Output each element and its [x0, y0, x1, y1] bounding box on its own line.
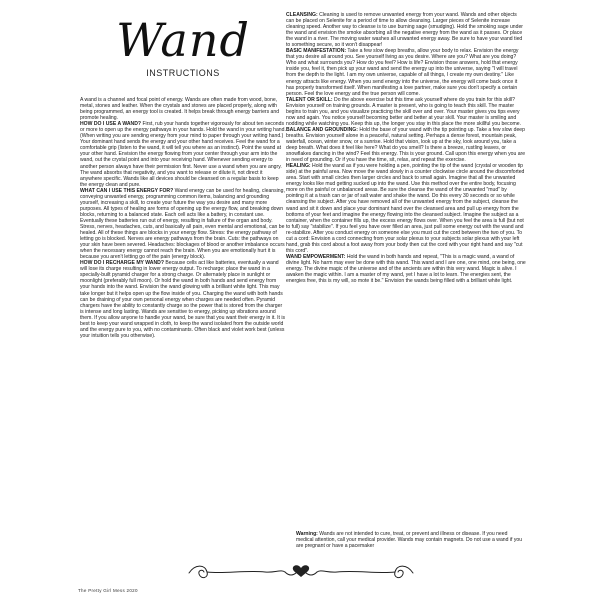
talent-section — [286, 97, 526, 127]
healing-heading: HEALING: — [286, 163, 311, 170]
recharge-text: Because cells act like batteries, eventually a wand will lose its charge resulting in lower energy output. To recharge: place the wand in a specially-built pyramid charger for a strong charge. Or alternately place in sunlight or moonlight (preferably full moon). Or hold the wand in both hands and send energy from your hands into the wand. Envision the wand glowing with a brilliant white light. This may take longer but it helps open up the flow inside of you. Charging the wand with both hands can be draining of your own personal energy when charges are needed often. Pyramid chargers have the ability to constantly charge so the power that is stored from the charger is intense and long lasting. Wands are sensitive to energy, picking up vibrations around them. If you allow anyone to handle your wand, be sure that you want their energy in it. It is best to keep your wand wrapped in cloth, to keep the wand isolated from the outside world and the energy pure to you, with no contaminants. Often black and violet work best (unless your intuition tells you otherwise). — [80, 260, 285, 339]
healing-text: Hold the wand as if you were holding a pen, pointing the tip of the wand (crystal or wooden tip side) at the painful area. Now move the wand slowly in a counter clockwise circle around the discomforted area. Start with small circles then larger circles and back to small again. Imagine that all the unwanted energy looks like mud getting sucked up into the wand. Use this method over the entire body, focusing more on the painful or unbalanced areas. Be sure the cleanse the wand of the unwanted "mud" by pointing it at a trash can or jar of salt water and shake the wand. Do this every 30 seconds or so while cleansing the subject. After you have removed all of the unwanted energy from the subject, cleanse the wand and sit it down and place your dominant hand over the cleansed area and pull up energy from the bottoms of your feet and imagine the energy flowing into the cleansed subject. Imagine the subject as a container, when the container fills up, the excess energy flows over. When you feel the area is full (but not to full) say "stabilize". If you feel you have over filled an area, just pull some energy out with the wand and re-stabilize. After you conduct energy on someone else you must cut the cord between the two of you. To cut a cord: Envision a cord connecting from your solar plexus to your subjects solar plexus with your left hand, grab this cord about a foot away from your body then cut the cord with your right hand and say "cut this cord". — [286, 163, 525, 254]
talent-heading: TALENT OR SKILL: — [286, 96, 333, 103]
balance-text: Hold the base of your wand with the tip pointing up. Take a few slow deep breaths. Envision yourself alone in a peaceful, natural setting. Perhaps a dense forest, mountain peak, waterfall, ocean, winter snow, or a sunrise. Hold that vision, look up at the sky, look around you, take a deep breath. What does it feel like here? What do you smell? Is there a breeze, rustling leaves, or snowflakes dancing in the wind? Feel this energy. This is your ground. Call upon this energy when you are in need of grounding. Or if you have the time, sit, relax, and repeat the exercise. — [286, 126, 526, 164]
page-subtitle: INSTRUCTIONS — [146, 68, 220, 78]
footer-brand: The Pretty Girl Mess 2020 — [78, 588, 138, 593]
use-section — [80, 121, 286, 188]
balance-heading: BALANCE AND GROUNDING: — [286, 126, 358, 133]
cleansing-section — [286, 12, 526, 48]
flourish-divider-icon — [185, 560, 417, 584]
use-text: First, rub your hands together vigorously for about ten seconds or more to open up the energy pathways in your hands. Hold the wand in your writing hand. (When writing you are sending energy from your mind to paper through your writing hand.) Your dominant hand sends the energy and your other hand receives. Feel the wand for a comfortable grip (listen to the wand, it will tell you where as an instinct). Point the wand at your other hand. Envision the energy flowing from your center through your arm into the wand, out the crystal point and into your receiving hand. Whenever sending energy to another person always have their permission first. Never use a wand when you are angry. The wand absorbs that negativity, and you want to release or dilute it, not direct it anywhere specific. Wands like all devices should be cleansed on a regular basis to keep the energy clean and pure. — [80, 121, 286, 188]
balance-section — [286, 127, 526, 163]
warning-note — [296, 531, 524, 550]
warning-label: Warning: — [296, 531, 318, 537]
empower-text: Hold the wand in both hands and repeat, "This is a magic wand, a wand of divine light. No harm may ever be done with this wand. This wand and I are one, one mind, one being, one energy. The divine magic of the universe and of the ancients are within this very wand. Magic is alive. I awaken the magic within. I am a master of my wand, yet I have a lot to learn. The energies sent, the energies free, this is my will, so mote it be." Envision the wands being filled with a brilliant white light. — [286, 253, 526, 285]
empower-section — [286, 254, 526, 284]
healing-section — [286, 163, 526, 254]
page-title: Wand — [116, 13, 250, 67]
warning-text: Wands are not intended to cure, treat, or prevent and illness or disease. If you need medical attention, call your medical provider. Wands may contain magnets. Do not use a wand if you are pregnant or have a pacemaker — [296, 531, 523, 550]
recharge-section — [80, 260, 286, 339]
left-column — [80, 97, 286, 339]
recharge-heading: HOW DO I RECHARGE MY WAND? — [80, 260, 164, 267]
cleansing-text: Cleaning is used to remove unwanted energy from your wand. Wands and other objects can be placed on Selenite for a period of time to allow cleansing. Larger pieces of Selenite increase cleaning speed. Another way to cleanse is to use burning sage (smudging). Hold the smoking sage under the wand and envision the smoke absorbing all the negative energy from the wand as it passes. Or place the wand in a river. The moving water washes all unwanted energy away. Be sure to have your wand tied to something secure, so it won't disappear! — [286, 12, 524, 49]
manifest-heading: BASIC MANIFESTATION: — [286, 48, 347, 55]
talent-text: Do the above exercise but this time ask yourself where do you train for this skill? Envision yourself on training grounds. A master is present, who is going to teach this skill. The master begins to train you, and you visualize practicing the skill over and over. Your master gives you tips every now and again. You notice yourself becoming better and better at your skill. Your master is smiling and nodding while watching you. Keep this up, the longer you stay in this place the more skillful you become. — [286, 96, 522, 127]
right-column — [286, 12, 526, 284]
intro-paragraph: A wand is a channel and focal point of energy. Wands are often made from wood, bone, metal, stones and leather. When the crystals and stones are placed properly, along with being programmed, an energy tool is created. It helps break through energy barriers and promote healing. — [80, 97, 280, 122]
empower-heading: WAND EMPOWERMENT: — [286, 253, 346, 260]
manifest-text: Take a few slow deep breaths, allow your body to relax. Envision the energy that you desire all around you. See yourself living as you desire. Where are you? What are you doing? Who and what surrounds you? How do you feel? How is life? Envision those answers, hold that energy inside you, feel it, then pick up your wand and send the energy up into the universe, saying "I will travel from the depth to the light. I am my own universe, capable of all things, I create my own destiny." Like energy attracts like energy. When you send energy into the universe, the energy will come back once it has properly transformed itself. When manifesting a love partner, make sure you don't specify a certain person. Feel the love energy and the true person will come. — [286, 48, 519, 97]
use-heading: HOW DO I USE A WAND? — [80, 121, 142, 128]
cleansing-heading: CLEANSING: — [286, 12, 318, 18]
what-section — [80, 188, 286, 261]
what-text: Wand energy can be used for healing, cleansing, conveying unwanted energy, programming common items, balancing and grounding yourself, increasing a skill, to create your future the way you desire and many more purposes. All types of healing are forms of opening up the energy flow, and breaking down blocks, returning to a balanced state. Each cell acts like a battery, in constant use. Eventually these batteries run out of energy, resulting in failure of the organ and body. Stress, nerves, headaches, cuts, and basically all pain, even mental and emotional, can be healed. All of these things are blocks in your energy flow. Stress: the energy pathway of letting go is blocked. Nerves are energy pathways from the brain. Cuts: the pathways on your skin have been severed. Headaches: blockages of blood or another imbalance occurs when the necessary energy cannot reach the brain. When you are emotionally hurt it is because you aren't letting go of the pain (energy block). — [80, 187, 285, 261]
title-block — [108, 13, 258, 78]
manifest-section — [286, 48, 526, 96]
what-heading: WHAT CAN I USE THIS ENERGY FOR? — [80, 187, 174, 194]
